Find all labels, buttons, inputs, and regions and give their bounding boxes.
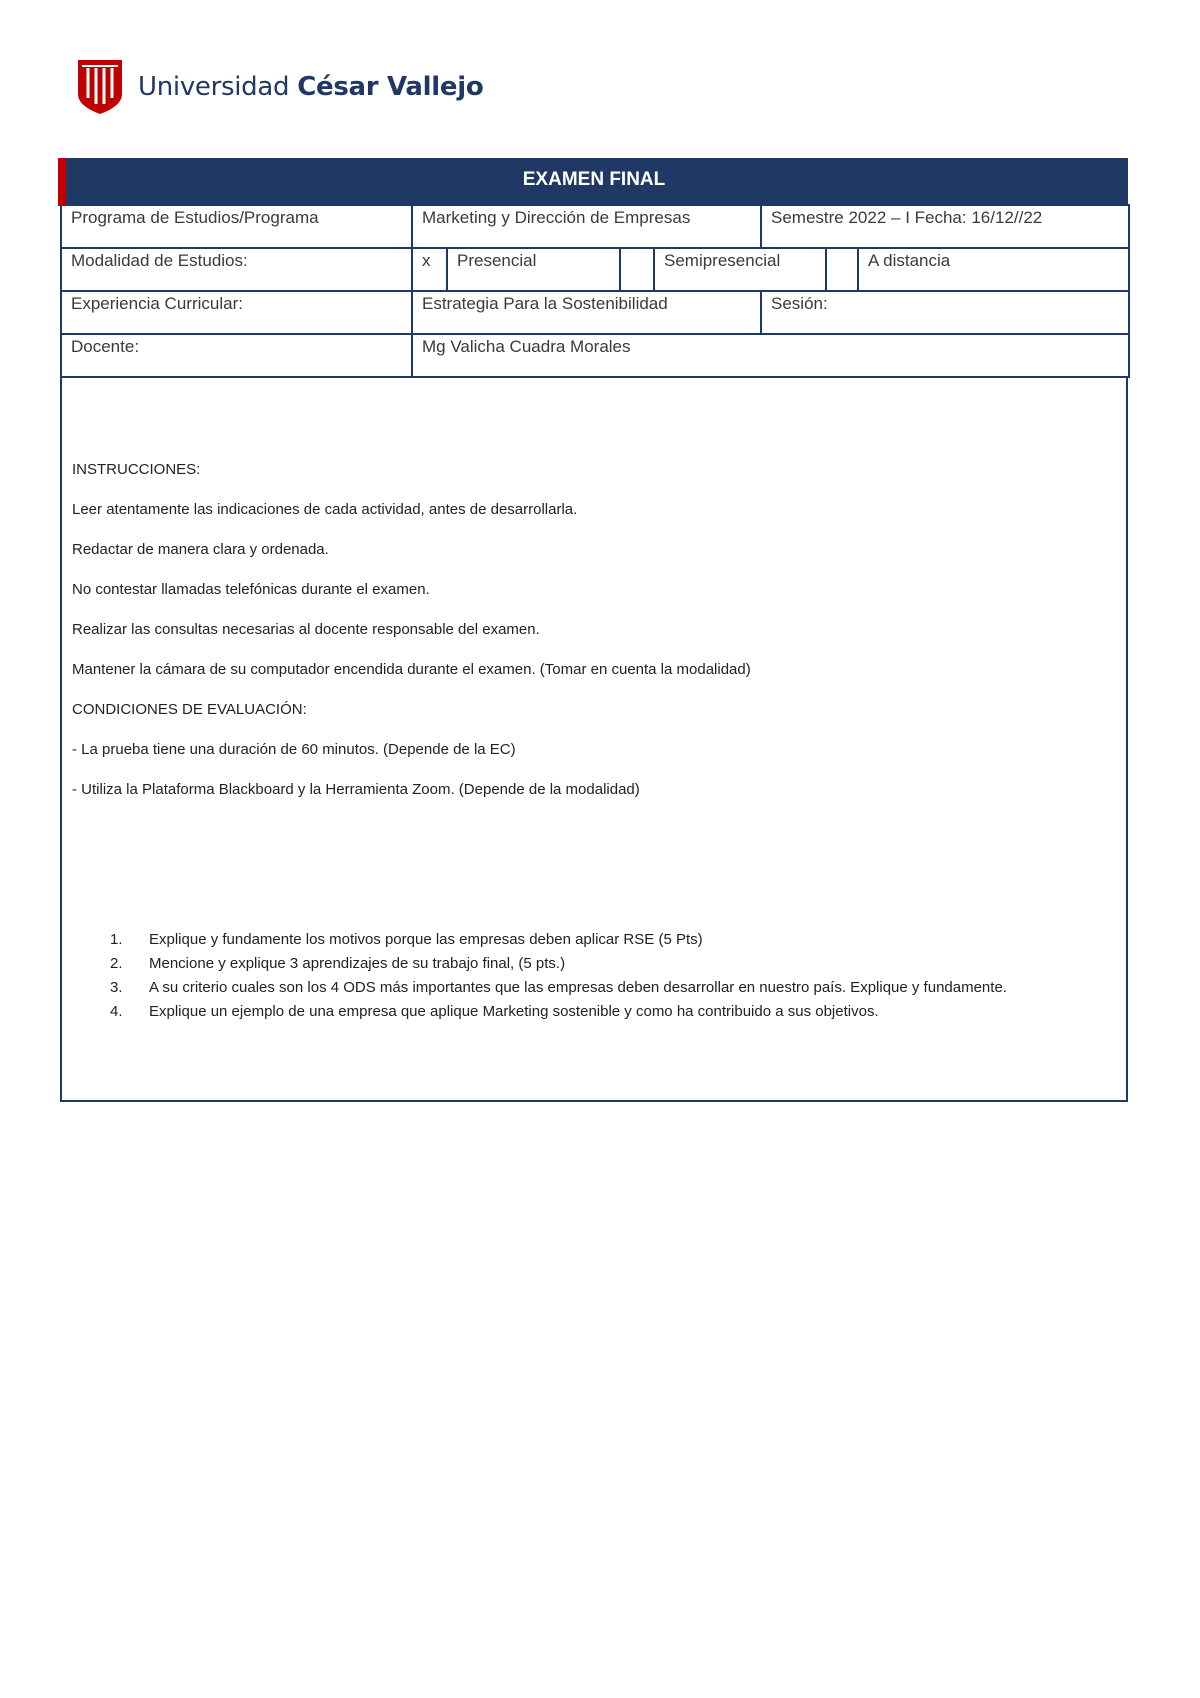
question-text: Explique un ejemplo de una empresa que aplique Marketing sostenible y como ha contribuido a sus objetivos. <box>149 1003 879 1020</box>
instruction-item: No contestar llamadas telefónicas durante el examen. <box>72 581 430 598</box>
instruction-item: Leer atentamente las indicaciones de cada actividad, antes de desarrollarla. <box>72 501 578 518</box>
question-item <box>72 952 1116 976</box>
semester-date: Semestre 2022 – I Fecha: 16/12//22 <box>761 205 1129 248</box>
question-item <box>72 1000 1116 1024</box>
course-row <box>61 291 1129 334</box>
exam-info-table <box>60 204 1130 378</box>
modality-row <box>61 248 1129 291</box>
university-name-bold: César Vallejo <box>297 72 484 102</box>
university-name-light: Universidad <box>138 72 290 102</box>
question-number: 3. <box>110 979 123 996</box>
course-value: Estrategia Para la Sostenibilidad <box>412 291 761 334</box>
modality-label: Modalidad de Estudios: <box>61 248 412 291</box>
university-logo <box>76 58 483 116</box>
exam-sheet <box>60 158 1128 1102</box>
teacher-value: Mg Valicha Cuadra Morales <box>412 334 1129 377</box>
presencial-checkbox[interactable]: x <box>413 249 447 290</box>
distancia-checkbox[interactable] <box>826 249 858 290</box>
semipresencial-checkbox[interactable] <box>620 249 654 290</box>
question-number: 1. <box>110 931 123 948</box>
conditions-heading: CONDICIONES DE EVALUACIÓN: <box>72 701 307 718</box>
condition-item: - La prueba tiene una duración de 60 minutos. (Depende de la EC) <box>72 741 516 758</box>
instruction-item: Mantener la cámara de su computador encendida durante el examen. (Tomar en cuenta la modalidad) <box>72 661 751 678</box>
teacher-row <box>61 334 1129 377</box>
program-label: Programa de Estudios/Programa <box>61 205 412 248</box>
teacher-label: Docente: <box>61 334 412 377</box>
program-value: Marketing y Dirección de Empresas <box>412 205 761 248</box>
course-label: Experiencia Curricular: <box>61 291 412 334</box>
questions-list <box>72 928 1116 1024</box>
modality-options <box>412 248 1129 291</box>
session-label: Sesión: <box>761 291 1129 334</box>
instruction-item: Realizar las consultas necesarias al docente responsable del examen. <box>72 621 540 638</box>
presencial-label: Presencial <box>447 249 620 290</box>
title-accent <box>58 158 66 206</box>
question-number: 4. <box>110 1003 123 1020</box>
instructions-heading: INSTRUCCIONES: <box>72 461 201 478</box>
instruction-item: Redactar de manera clara y ordenada. <box>72 541 329 558</box>
university-shield-icon <box>76 58 124 116</box>
exam-title-bar <box>60 158 1128 204</box>
question-item <box>72 928 1116 952</box>
semipresencial-label: Semipresencial <box>654 249 826 290</box>
modality-options-table <box>413 249 1128 290</box>
distancia-label: A distancia <box>858 249 1128 290</box>
university-name <box>138 72 483 102</box>
question-item <box>72 976 1116 1000</box>
question-text: Explique y fundamente los motivos porque las empresas deben aplicar RSE (5 Pts) <box>149 931 703 948</box>
exam-body <box>60 378 1128 1102</box>
exam-title: EXAMEN FINAL <box>522 169 666 190</box>
question-text: Mencione y explique 3 aprendizajes de su trabajo final, (5 pts.) <box>149 955 566 972</box>
program-row <box>61 205 1129 248</box>
condition-item: - Utiliza la Plataforma Blackboard y la Herramienta Zoom. (Depende de la modalidad) <box>72 781 640 798</box>
question-number: 2. <box>110 955 123 972</box>
question-text: A su criterio cuales son los 4 ODS más importantes que las empresas deben desarrollar en nuestro país. Explique y fundamente. <box>149 979 1007 996</box>
